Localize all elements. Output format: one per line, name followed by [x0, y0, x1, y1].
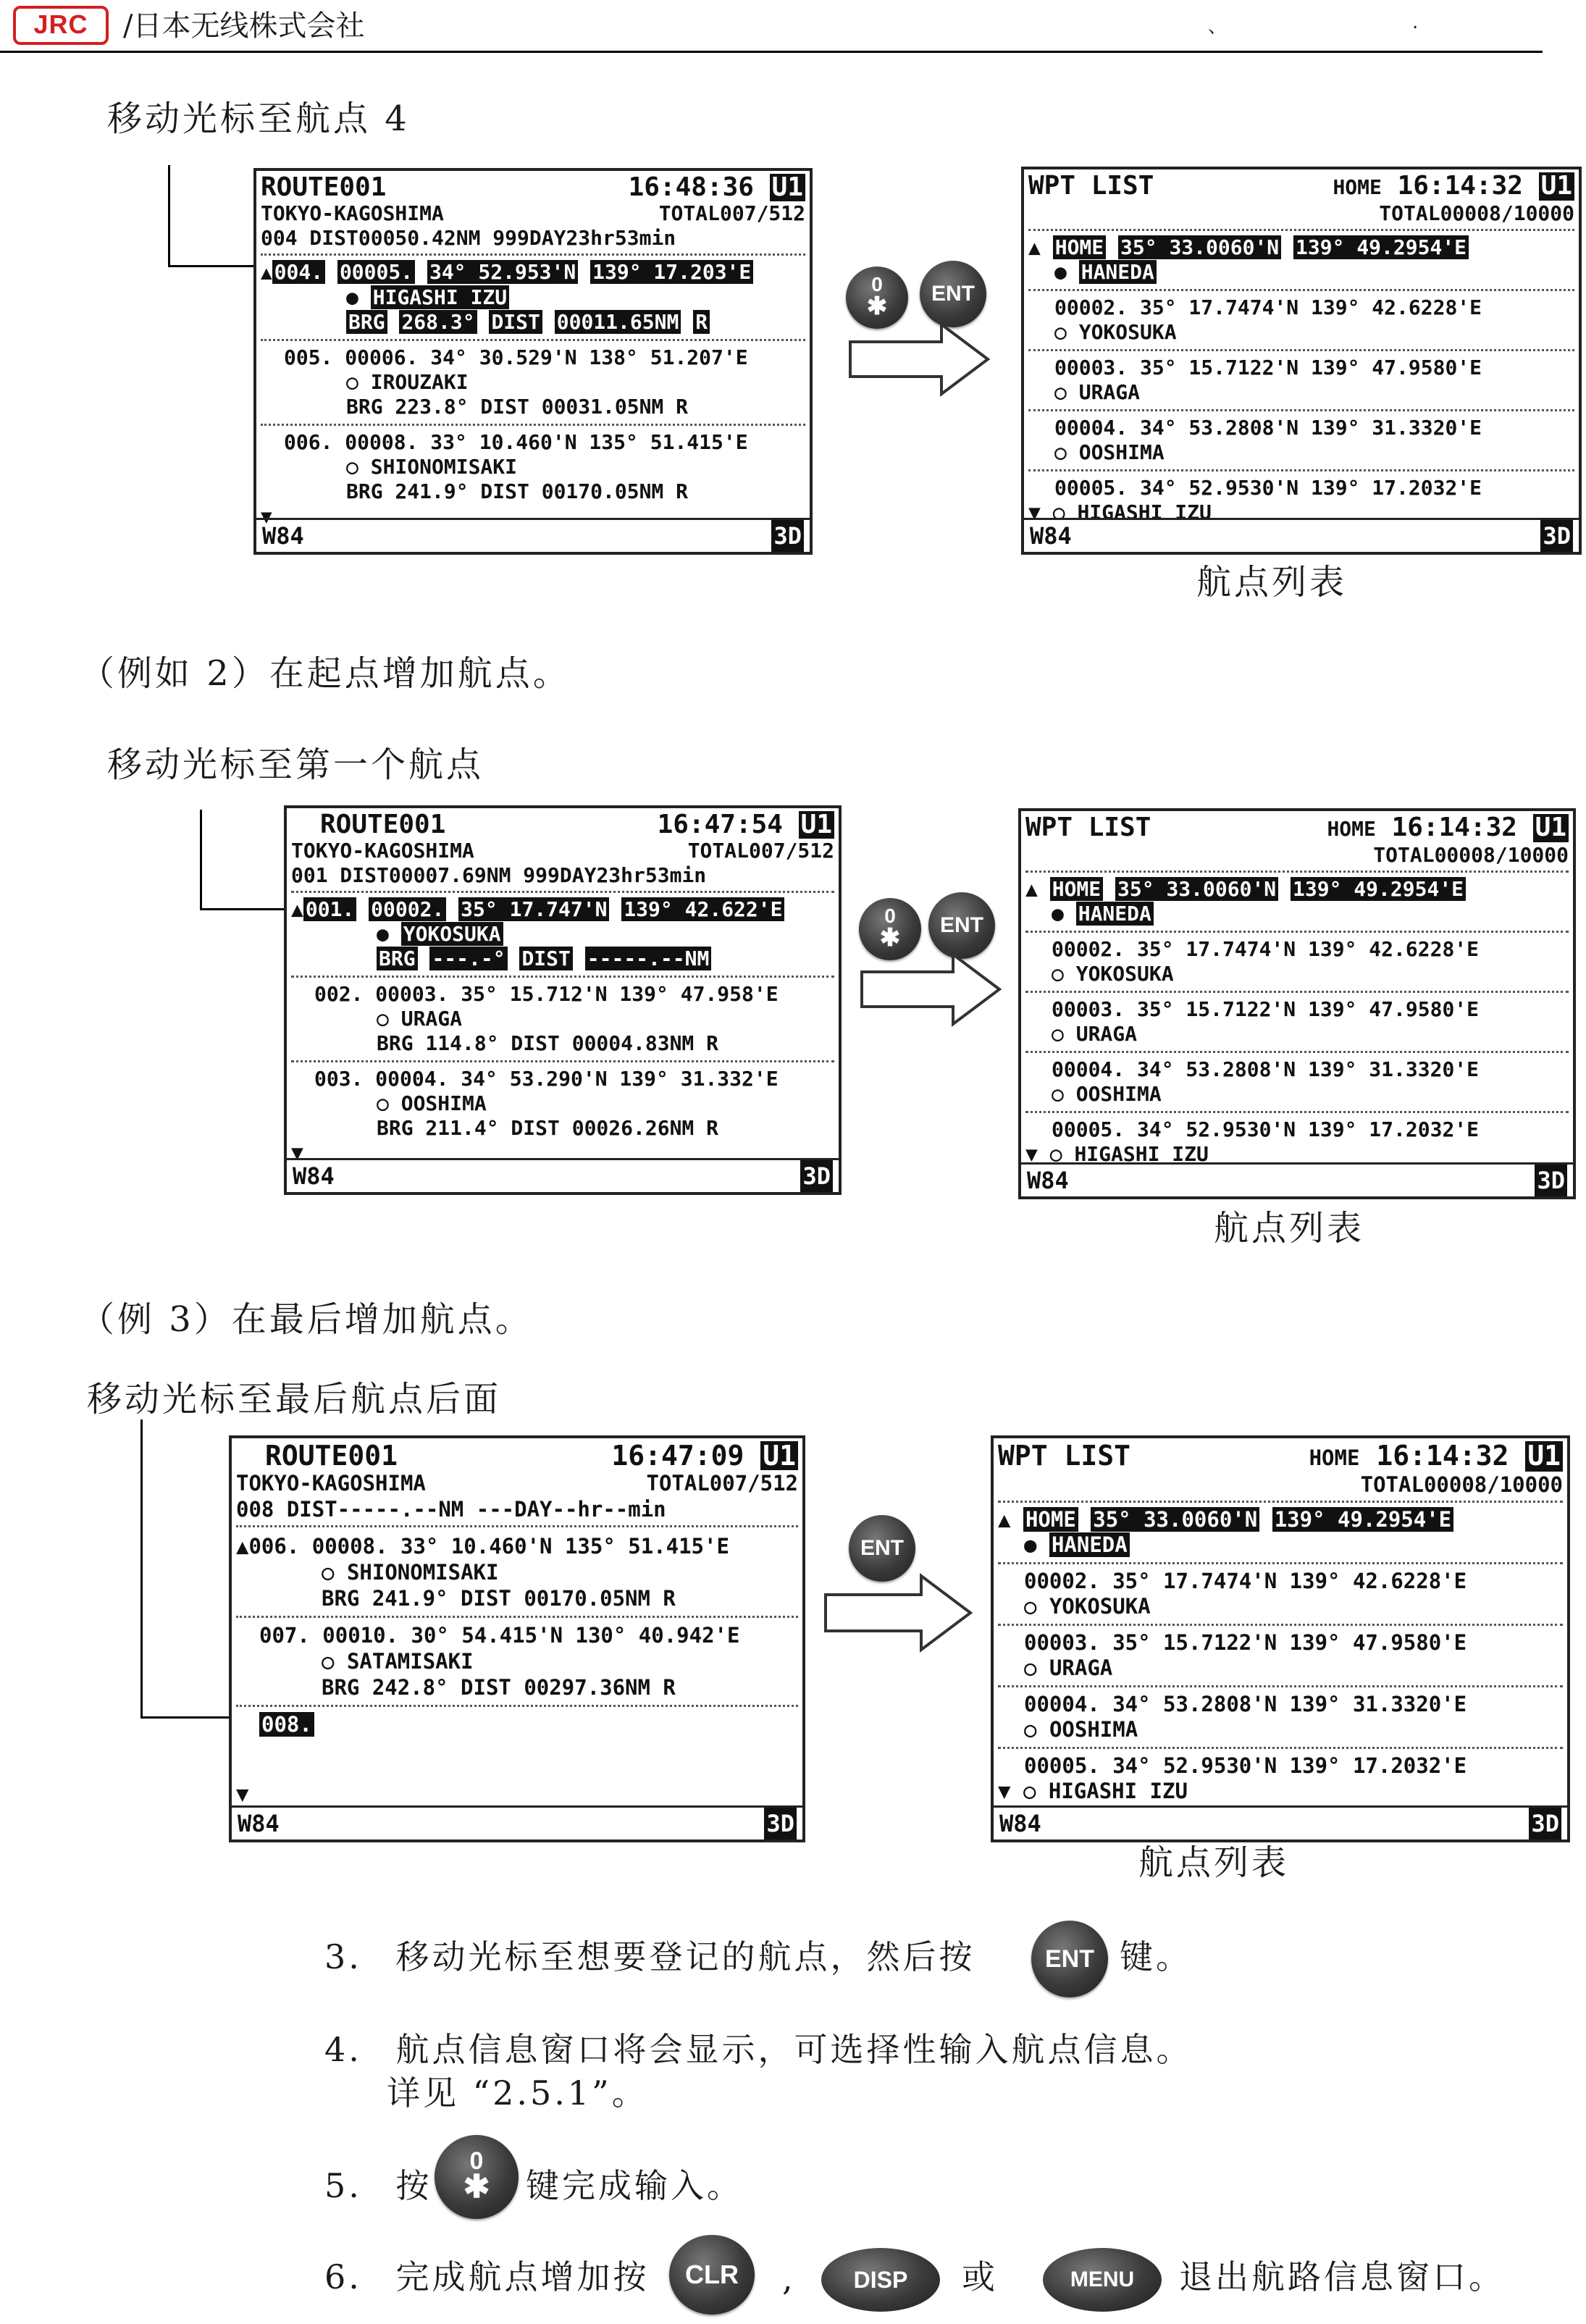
route-item-brg: BRG 223.8° DIST 00031.05NM R	[261, 395, 805, 426]
wpt-item[interactable]: 00004. 34° 53.2808'N 139° 31.3320'E	[1052, 1057, 1480, 1081]
wpt-name-row	[1028, 440, 1574, 471]
route-item-name: SHIONOMISAKI	[370, 455, 518, 479]
scroll-up-icon[interactable]: ▲	[291, 897, 303, 921]
sel-lon: 139° 42.622'E	[621, 897, 784, 921]
wpt-title: WPT LIST	[1028, 172, 1154, 201]
route-total: TOTAL007/512	[646, 1471, 798, 1496]
route-item-name: SATAMISAKI	[346, 1649, 474, 1674]
route-title-row	[236, 1441, 798, 1470]
route-item-name: SHIONOMISAKI	[346, 1560, 499, 1585]
wpt-total: TOTAL00008/10000	[1025, 843, 1569, 873]
clock: 16:47:09	[611, 1441, 744, 1470]
wpt-name-row	[1028, 380, 1574, 411]
header-mark: .	[1412, 12, 1419, 33]
step-text: 移动光标至想要登记的航点，然后按	[395, 1937, 975, 1976]
circle-icon: ○	[377, 1007, 389, 1031]
wpt-item[interactable]: 00003. 35° 15.7122'N 139° 47.9580'E	[1054, 356, 1482, 379]
selected-brg-row	[291, 947, 834, 978]
route-screen-1	[253, 168, 813, 555]
route-title: ROUTE001	[265, 1441, 398, 1470]
fix-badge: 3D	[1529, 1808, 1561, 1840]
leader-line	[168, 165, 170, 267]
datum-label: W84	[238, 1810, 280, 1837]
clock: 16:14:32	[1376, 1441, 1509, 1472]
fix-badge: 3D	[771, 520, 804, 552]
wpt-name: HIGASHI IZU	[1048, 1779, 1188, 1803]
wpt-home-name-row	[1025, 902, 1569, 933]
timezone-badge: U1	[1533, 814, 1569, 842]
route-item-brg: BRG 242.8° DIST 00297.36NM R	[236, 1674, 798, 1707]
route-path: TOKYO-KAGOSHIMA	[291, 839, 474, 863]
route-screen-2	[284, 805, 842, 1195]
dist-row	[291, 863, 834, 893]
route-total: TOTAL007/512	[658, 201, 805, 225]
wpt-name: OOSHIMA	[1049, 1717, 1138, 1742]
brg-label: BRG	[377, 947, 418, 970]
fix-badge: 3D	[800, 1160, 833, 1192]
route-item-head[interactable]	[236, 1533, 798, 1559]
wpt-name-row	[1025, 1082, 1569, 1113]
route-path-row	[236, 1470, 798, 1496]
star-key[interactable]	[846, 267, 908, 329]
wpt-title-row	[998, 1441, 1563, 1472]
timezone-badge: U1	[1525, 1441, 1563, 1472]
wpt-name-row	[998, 1717, 1563, 1749]
screen-footer	[287, 1158, 839, 1192]
scroll-up-icon[interactable]: ▲	[261, 262, 272, 284]
jrc-logo: JRC	[13, 6, 109, 45]
fix-badge: 3D	[1540, 520, 1573, 552]
datum-label: W84	[999, 1810, 1041, 1837]
sel-num: 001.	[303, 897, 356, 921]
wpt-item[interactable]: 00004. 34° 53.2808'N 139° 31.3320'E	[1024, 1692, 1467, 1716]
circle-icon: ○	[1052, 500, 1065, 524]
wpt-name: YOKOSUKA	[1075, 962, 1174, 986]
dist-label: DIST	[489, 310, 542, 334]
clr-key[interactable]: CLR	[669, 2235, 755, 2315]
leader-line	[200, 810, 202, 910]
eta-value: ---DAY--hr--min	[476, 1497, 666, 1522]
key-zero-label: 0	[469, 2147, 484, 2175]
scroll-down-icon[interactable]: ▼	[291, 1141, 303, 1165]
step-number: 6.	[324, 2257, 362, 2296]
filled-circle-icon: ●	[377, 922, 389, 946]
sel-num: 004.	[272, 260, 325, 284]
wpt-lat: 35° 33.0060'N	[1115, 877, 1278, 901]
new-slot[interactable]: 008.	[259, 1712, 314, 1737]
wpt-item[interactable]: 00005. 34° 52.9530'N 139° 17.2032'E	[1052, 1117, 1480, 1141]
route-item-head-text: 006. 00008. 33° 10.460'N 135° 51.415'E	[248, 1534, 729, 1559]
clock: 16:14:32	[1397, 172, 1523, 201]
menu-key[interactable]: MENU	[1043, 2248, 1162, 2312]
route-item-head[interactable]: 002. 00003. 35° 15.712'N 139° 47.958'E	[314, 982, 779, 1006]
scroll-down-icon[interactable]: ▼	[1025, 1142, 1038, 1166]
wpt-name-row	[998, 1779, 1563, 1804]
dist-value: -----.--NM	[585, 947, 712, 970]
route-item-brg: BRG 114.8° DIST 00004.83NM R	[291, 1031, 834, 1062]
circle-icon: ○	[322, 1649, 335, 1674]
step-number: 4.	[324, 2030, 362, 2069]
screen-footer	[994, 1805, 1567, 1840]
wpt-lon: 139° 49.2954'E	[1272, 1507, 1453, 1532]
route-path-row	[291, 839, 834, 863]
caption-move-cursor-wpt4: 移动光标至航点 4	[107, 98, 410, 139]
step-4-line2: 详见 “2.5.1”。	[387, 2073, 648, 2113]
scroll-down-icon[interactable]: ▼	[1028, 500, 1041, 524]
route-item-name-row	[291, 1091, 834, 1116]
wpt-list-caption: 航点列表	[1138, 1842, 1290, 1883]
caption-move-cursor-after-last: 移动光标至最后航点后面	[87, 1379, 502, 1419]
filled-circle-icon: ●	[1054, 260, 1067, 284]
home-label: HOME	[1309, 1446, 1360, 1470]
timezone-badge: U1	[1539, 172, 1574, 201]
right-arrow-icon	[823, 1573, 975, 1653]
step-6	[324, 2255, 650, 2299]
circle-icon: ○	[322, 1560, 335, 1585]
step-4	[324, 2028, 1193, 2071]
sel-wpt: 00005.	[337, 260, 415, 284]
wpt-name: YOKOSUKA	[1049, 1594, 1151, 1619]
wpt-home-row[interactable]	[1028, 235, 1574, 260]
route-title-row	[261, 174, 805, 201]
wpt-home-name-row	[998, 1532, 1563, 1564]
eta-value: 999DAY23hr53min	[492, 226, 676, 250]
wpt-lon: 139° 49.2954'E	[1293, 235, 1469, 259]
home-tag: HOME	[1050, 877, 1103, 901]
wpt-item[interactable]: 00002. 35° 17.7474'N 139° 42.6228'E	[1024, 1569, 1467, 1593]
wpt-item[interactable]: 00003. 35° 15.7122'N 139° 47.9580'E	[1024, 1630, 1467, 1655]
scroll-down-icon[interactable]: ▼	[998, 1779, 1011, 1803]
right-arrow-icon	[859, 952, 1004, 1027]
scroll-down-icon[interactable]: ▼	[261, 506, 272, 528]
screen-footer	[1021, 1162, 1573, 1196]
clock: 16:48:36	[628, 174, 754, 201]
ent-key[interactable]: ENT	[849, 1515, 915, 1582]
circle-icon: ○	[1052, 1082, 1064, 1106]
wpt-lat: 35° 33.0060'N	[1118, 235, 1281, 259]
wpt-list-screen-3	[991, 1435, 1570, 1842]
brg-value: ---.-°	[429, 947, 507, 970]
route-title: ROUTE001	[320, 811, 446, 839]
home-label: HOME	[1333, 175, 1382, 199]
circle-icon: ○	[1054, 440, 1067, 464]
scroll-up-icon[interactable]: ▲	[1028, 235, 1041, 259]
r-flag: R	[693, 310, 710, 334]
wpt-name-row	[1025, 1022, 1569, 1053]
wpt-home-name-row	[1028, 260, 1574, 291]
filled-circle-icon: ●	[1024, 1532, 1037, 1557]
asterisk-icon: ✱	[463, 2169, 490, 2205]
datum-label: W84	[1027, 1167, 1069, 1194]
example2-title: （例如 2）在起点增加航点。	[80, 653, 571, 694]
circle-icon: ○	[1049, 1142, 1062, 1166]
datum-label: W84	[262, 522, 304, 550]
disp-key[interactable]: DISP	[821, 2248, 940, 2312]
wpt-name: YOKOSUKA	[1078, 320, 1177, 344]
datum-label: W84	[1030, 522, 1072, 550]
brg-value: 268.3°	[399, 310, 477, 334]
circle-icon: ○	[1054, 320, 1067, 344]
wpt-list-caption: 航点列表	[1196, 562, 1348, 603]
header-rule	[0, 51, 1543, 53]
selected-name-row	[291, 922, 834, 947]
wpt-title-row	[1028, 172, 1574, 201]
asterisk-icon: ✱	[879, 924, 901, 952]
wpt-item[interactable]: 00004. 34° 53.2808'N 139° 31.3320'E	[1054, 416, 1482, 440]
wpt-name: HIGASHI IZU	[1074, 1142, 1209, 1166]
ent-key[interactable]: ENT	[1031, 1921, 1108, 1997]
route-total: TOTAL007/512	[687, 839, 834, 863]
dist-value: 004 DIST00050.42NM	[261, 226, 481, 250]
right-arrow-icon	[847, 322, 992, 397]
header-mark: 、	[1208, 16, 1228, 38]
wpt-name-row	[998, 1656, 1563, 1687]
dist-row	[261, 226, 805, 256]
timezone-badge: U1	[770, 174, 805, 201]
step-number: 3.	[324, 1937, 362, 1976]
selected-waypoint-row[interactable]	[261, 260, 805, 285]
wpt-title: WPT LIST	[998, 1441, 1131, 1472]
circle-icon: ○	[1024, 1656, 1037, 1680]
route-title: ROUTE001	[261, 174, 387, 201]
wpt-home-row[interactable]	[1025, 877, 1569, 902]
key-zero-label: 0	[884, 905, 896, 927]
selected-name-row	[261, 285, 805, 310]
dist-label: DIST	[519, 947, 572, 970]
screen-footer	[1024, 518, 1579, 552]
sel-name: YOKOSUKA	[401, 922, 503, 946]
route-item-brg: BRG 241.9° DIST 00170.05NM R	[346, 479, 689, 503]
dist-value: 00011.65NM	[555, 310, 681, 334]
datum-label: W84	[293, 1162, 335, 1190]
eta-value: 999DAY23hr53min	[523, 863, 707, 887]
route-path: TOKYO-KAGOSHIMA	[236, 1471, 426, 1496]
route-item-head[interactable]: 007. 00010. 30° 54.415'N 130° 40.942'E	[259, 1623, 740, 1648]
scroll-up-icon[interactable]: ▲	[1025, 877, 1038, 901]
circle-icon: ○	[1052, 962, 1064, 986]
asterisk-icon: ✱	[866, 293, 888, 320]
wpt-list-caption: 航点列表	[1214, 1208, 1365, 1249]
route-screen-3	[229, 1435, 805, 1842]
route-item-name: OOSHIMA	[400, 1091, 487, 1115]
route-item-head[interactable]: 005. 00006. 34° 30.529'N 138° 51.207'E	[284, 345, 748, 369]
step-text: 完成航点增加按	[395, 2257, 650, 2296]
wpt-name: HANEDA	[1076, 902, 1154, 926]
leader-line	[168, 265, 267, 267]
route-item-brg: BRG 211.4° DIST 00026.26NM R	[377, 1116, 719, 1140]
circle-icon: ○	[1054, 380, 1067, 404]
step-5-end: 键完成输入。	[526, 2166, 743, 2205]
company-name: /日本无线株式会社	[123, 9, 365, 43]
example3-title: （例 3）在最后增加航点。	[80, 1299, 533, 1340]
route-item-name-row	[236, 1559, 798, 1585]
wpt-item[interactable]: 00005. 34° 52.9530'N 139° 17.2032'E	[1054, 476, 1482, 500]
selected-brg-row	[261, 310, 805, 341]
circle-icon: ○	[346, 370, 358, 394]
wpt-name: URAGA	[1078, 380, 1141, 404]
route-item-name-row	[291, 1007, 834, 1031]
circle-icon: ○	[1023, 1779, 1036, 1803]
step-6-or: 或	[962, 2257, 998, 2296]
clock: 16:47:54	[657, 811, 783, 839]
scroll-up-icon[interactable]: ▲	[236, 1534, 249, 1559]
home-label: HOME	[1327, 817, 1376, 841]
wpt-total: TOTAL00008/10000	[1028, 201, 1574, 231]
sel-lat: 34° 52.953'N	[427, 260, 578, 284]
route-item-brg: BRG 241.9° DIST 00170.05NM R	[236, 1585, 798, 1618]
wpt-item[interactable]: 00002. 35° 17.7474'N 139° 42.6228'E	[1054, 295, 1482, 319]
key-zero-label: 0	[871, 273, 883, 295]
timezone-badge: U1	[760, 1441, 798, 1470]
route-item-name-row	[236, 1648, 798, 1674]
wpt-name-row	[998, 1594, 1563, 1626]
route-item-head[interactable]: 003. 00004. 34° 53.290'N 139° 31.332'E	[314, 1067, 779, 1091]
wpt-name-row	[1028, 320, 1574, 351]
screen-footer	[256, 518, 810, 552]
step-text: 按	[395, 2166, 432, 2205]
fix-badge: 3D	[764, 1808, 797, 1840]
ent-key[interactable]: ENT	[928, 892, 995, 959]
step-text: 航点信息窗口将会显示，可选择性输入航点信息。	[395, 2030, 1193, 2069]
step-5	[324, 2164, 432, 2207]
wpt-total: TOTAL00008/10000	[998, 1472, 1563, 1503]
leader-line	[140, 1716, 233, 1719]
scroll-down-icon[interactable]: ▼	[236, 1782, 249, 1806]
clock: 16:14:32	[1391, 814, 1517, 842]
circle-icon: ○	[346, 455, 358, 479]
wpt-name: HIGASHI IZU	[1077, 500, 1212, 524]
route-item-name-row	[261, 455, 805, 479]
wpt-name: OOSHIMA	[1075, 1082, 1162, 1106]
home-tag: HOME	[1023, 1507, 1078, 1532]
step-6-end: 退出航路信息窗口。	[1179, 2257, 1505, 2296]
step-6-comma: ,	[782, 2259, 796, 2298]
circle-icon: ○	[377, 1091, 389, 1115]
wpt-item[interactable]: 00003. 35° 15.7122'N 139° 47.9580'E	[1052, 997, 1480, 1021]
circle-icon: ○	[1024, 1717, 1037, 1742]
route-item-head[interactable]: 006. 00008. 33° 10.460'N 135° 51.415'E	[284, 430, 748, 454]
wpt-home-row[interactable]	[998, 1507, 1563, 1532]
wpt-item[interactable]: 00002. 35° 17.7474'N 139° 42.6228'E	[1052, 937, 1480, 961]
step-3-end: 键。	[1120, 1937, 1192, 1976]
step-3	[324, 1935, 975, 1979]
route-item-name: IROUZAKI	[370, 370, 469, 394]
scroll-down-row	[236, 1781, 798, 1807]
wpt-lat: 35° 33.0060'N	[1091, 1507, 1259, 1532]
new-slot-row[interactable]	[236, 1711, 798, 1737]
dist-row	[236, 1496, 798, 1527]
circle-icon: ○	[1024, 1594, 1037, 1619]
wpt-title-row	[1025, 814, 1569, 843]
wpt-lon: 139° 49.2954'E	[1291, 877, 1466, 901]
wpt-title: WPT LIST	[1025, 814, 1151, 842]
route-path: TOKYO-KAGOSHIMA	[261, 201, 444, 225]
home-tag: HOME	[1053, 235, 1106, 259]
dist-value: 001 DIST00007.69NM	[291, 863, 511, 887]
wpt-name-row	[1025, 962, 1569, 993]
step-number: 5.	[324, 2166, 362, 2205]
wpt-item[interactable]: 00005. 34° 52.9530'N 139° 17.2032'E	[1024, 1753, 1467, 1778]
ent-key[interactable]: ENT	[920, 261, 986, 327]
leader-line	[140, 1419, 143, 1718]
brg-label: BRG	[346, 310, 387, 334]
route-item-name-row	[261, 370, 805, 395]
sel-lon: 139° 17.203'E	[590, 260, 753, 284]
dist-value: 008 DIST-----.--NM	[236, 1497, 464, 1522]
route-path-row	[261, 201, 805, 226]
star-key[interactable]	[435, 2135, 519, 2219]
selected-waypoint-row[interactable]	[291, 897, 834, 922]
sel-lat: 35° 17.747'N	[458, 897, 609, 921]
wpt-name: URAGA	[1049, 1656, 1113, 1680]
timezone-badge: U1	[799, 811, 834, 839]
wpt-list-screen-1	[1021, 167, 1582, 555]
caption-move-cursor-first: 移动光标至第一个航点	[107, 744, 484, 785]
route-item-name: URAGA	[400, 1007, 463, 1031]
wpt-name: URAGA	[1075, 1022, 1138, 1046]
wpt-list-screen-2	[1018, 808, 1576, 1199]
sel-name: HIGASHI IZU	[371, 285, 509, 309]
wpt-name: HANEDA	[1079, 260, 1157, 284]
circle-icon: ○	[1052, 1022, 1064, 1046]
filled-circle-icon: ●	[346, 285, 358, 309]
wpt-name: HANEDA	[1049, 1532, 1130, 1557]
filled-circle-icon: ●	[1052, 902, 1064, 926]
scroll-up-icon[interactable]: ▲	[998, 1507, 1011, 1532]
route-title-row	[291, 811, 834, 839]
screen-footer	[232, 1805, 802, 1840]
fix-badge: 3D	[1535, 1165, 1567, 1196]
wpt-name: OOSHIMA	[1078, 440, 1165, 464]
sel-wpt: 00002.	[369, 897, 446, 921]
